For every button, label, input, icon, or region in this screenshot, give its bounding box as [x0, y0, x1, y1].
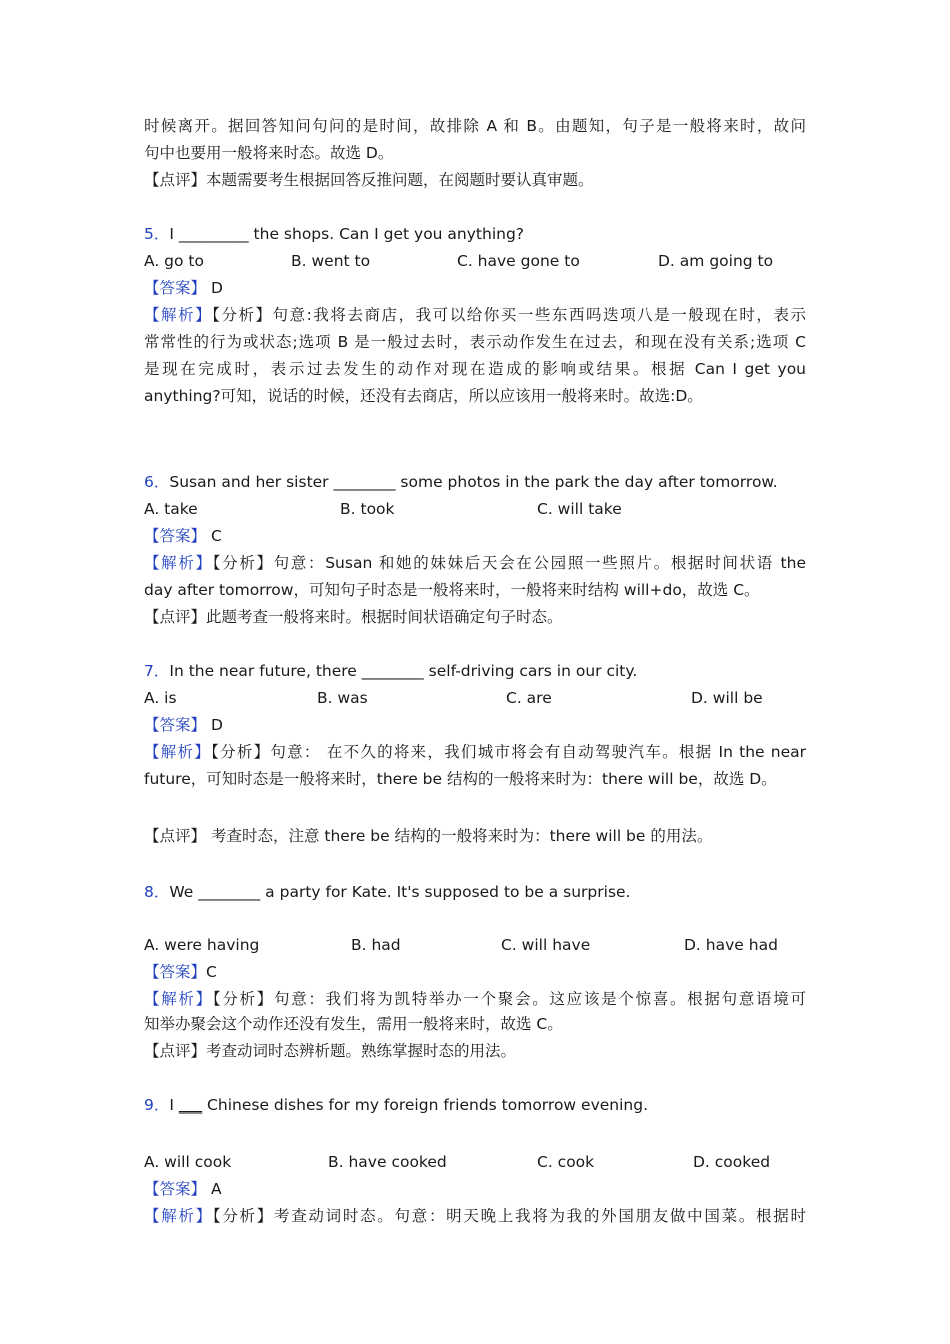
analysis-line: future，可知时态是一般将来时，there be 结构的一般将来时为：there will be，故选 D。: [144, 770, 777, 788]
analysis-line: day after tomorrow，可知句子时态是一般将来时，一般将来时结构 will+do，故选 C。: [144, 581, 760, 599]
option-a: A. is: [144, 689, 177, 707]
analysis-tag: 【解析】: [144, 554, 213, 572]
option-c: C. will take: [537, 500, 622, 518]
question-7-stem: [144, 661, 637, 681]
option-b: B. have cooked: [328, 1153, 447, 1171]
analysis-tag: 【解析】: [144, 990, 213, 1008]
question-text: Chinese dishes for my foreign friends tomorrow evening.: [202, 1096, 648, 1114]
answer-tag: 【答案】: [144, 716, 207, 734]
answer-line: [144, 526, 222, 546]
option-b: B. had: [351, 936, 401, 954]
question-6-stem: [144, 472, 778, 492]
comment-tag: 【点评】: [144, 827, 207, 845]
analysis-line: 是现在完成时，表示过去发生的动作对现在造成的影响或结果。根据 Can I get you: [144, 360, 806, 378]
comment-text: 考查动词时态辨析题。熟练掌握时态的用法。: [206, 1042, 517, 1060]
option-b: B. went to: [291, 252, 371, 270]
answer-line: [144, 715, 223, 735]
option-d: D. have had: [684, 936, 778, 954]
answer-blank: ___: [178, 1096, 203, 1114]
question-text: In the near future, there ________ self-driving cars in our city.: [169, 662, 638, 680]
answer-tag: 【答案】: [144, 279, 207, 297]
answer-tag: 【答案】: [144, 527, 207, 545]
answer-line: [144, 1179, 222, 1199]
question-text: I _________ the shops. Can I get you anything?: [169, 225, 525, 243]
comment-tag: 【点评】: [144, 171, 207, 189]
question-number: 7．: [144, 662, 170, 680]
option-c: C. cook: [537, 1153, 595, 1171]
question-8-stem: [144, 882, 631, 902]
analysis-line: [144, 1206, 806, 1226]
question-9-stem: [144, 1095, 648, 1115]
question-text: I: [169, 1096, 179, 1114]
comment-text: 此题考查一般将来时。根据时间状语确定句子时态。: [206, 608, 563, 626]
answer-value: A: [210, 1180, 222, 1198]
answer-line: [144, 962, 217, 982]
comment-tag: 【点评】: [144, 1042, 207, 1060]
analysis-text: 【分析】句意:我将去商店，我可以给你买一些东西吗迭项八是一般现在时，表示: [212, 306, 806, 324]
analysis-text: 【分析】句意：我们将为凯特举办一个聚会。这应该是个惊喜。根据句意语境可: [212, 990, 806, 1008]
question-number: 6．: [144, 473, 170, 491]
analysis-tag: 【解析】: [144, 743, 212, 761]
option-a: A. take: [144, 500, 198, 518]
question-text: We ________ a party for Kate. It's supposed to be a surprise.: [169, 883, 631, 901]
option-d: D. will be: [691, 689, 763, 707]
analysis-line: [144, 742, 806, 762]
analysis-text: 【分析】句意： 在不久的将来，我们城市将会有自动驾驶汽车。根据 In the near: [211, 743, 806, 761]
option-d: D. am going to: [658, 252, 774, 270]
comment-line: [144, 1041, 516, 1061]
question-number: 9．: [144, 1096, 170, 1114]
analysis-line: [144, 305, 806, 325]
analysis-tag: 【解析】: [144, 1207, 213, 1225]
analysis-line: [144, 989, 806, 1009]
analysis-line: 常常性的行为或状态;选项 B 是一般过去时，表示动作发生在过去，和现在没有关系;选项 C: [144, 333, 806, 351]
option-c: C. are: [506, 689, 552, 707]
question-number: 8．: [144, 883, 170, 901]
option-a: A. go to: [144, 252, 204, 270]
analysis-line: anything?可知，说话的时候，还没有去商店，所以应该用一般将来时。故选:D。: [144, 387, 703, 405]
question-text: Susan and her sister ________ some photos in the park the day after tomorrow.: [169, 473, 778, 491]
answer-tag: 【答案】: [144, 1180, 207, 1198]
question-5-stem: [144, 224, 524, 244]
option-b: B. took: [340, 500, 395, 518]
analysis-line: 知举办聚会这个动作还没有发生，需用一般将来时，故选 C。: [144, 1015, 563, 1033]
answer-value: D: [210, 716, 223, 734]
analysis-tag: 【解析】: [144, 306, 213, 324]
analysis-text: 【分析】句意：Susan 和她的妹妹后天会在公园照一些照片。根据时间状语 the: [212, 554, 806, 572]
text-line: 句中也要用一般将来时态。故选 D。: [144, 144, 394, 162]
option-d: D. cooked: [693, 1153, 771, 1171]
comment-tag: 【点评】: [144, 608, 207, 626]
analysis-line: [144, 553, 806, 573]
analysis-text: 【分析】考查动词时态。句意：明天晚上我将为我的外国朋友做中国菜。根据时: [212, 1207, 806, 1225]
answer-value: D: [210, 279, 223, 297]
option-c: C. have gone to: [457, 252, 580, 270]
option-a: A. were having: [144, 936, 260, 954]
comment-line: [144, 170, 594, 190]
option-b: B. was: [317, 689, 368, 707]
comment-text: 考查时态，注意 there be 结构的一般将来时为：there will be 的用法。: [206, 827, 713, 845]
option-a: A. will cook: [144, 1153, 232, 1171]
answer-value: C: [206, 963, 217, 981]
answer-line: [144, 278, 223, 298]
option-c: C. will have: [501, 936, 591, 954]
question-number: 5．: [144, 225, 170, 243]
answer-tag: 【答案】: [144, 963, 207, 981]
comment-line: [144, 826, 712, 846]
comment-line: [144, 607, 563, 627]
text-line: 时候离开。据回答知问句问的是时间，故排除 A 和 B。由题知，句子是一般将来时，故问: [144, 117, 806, 135]
answer-value: C: [210, 527, 222, 545]
comment-text: 本题需要考生根据回答反推问题，在阅题时要认真审题。: [206, 171, 594, 189]
